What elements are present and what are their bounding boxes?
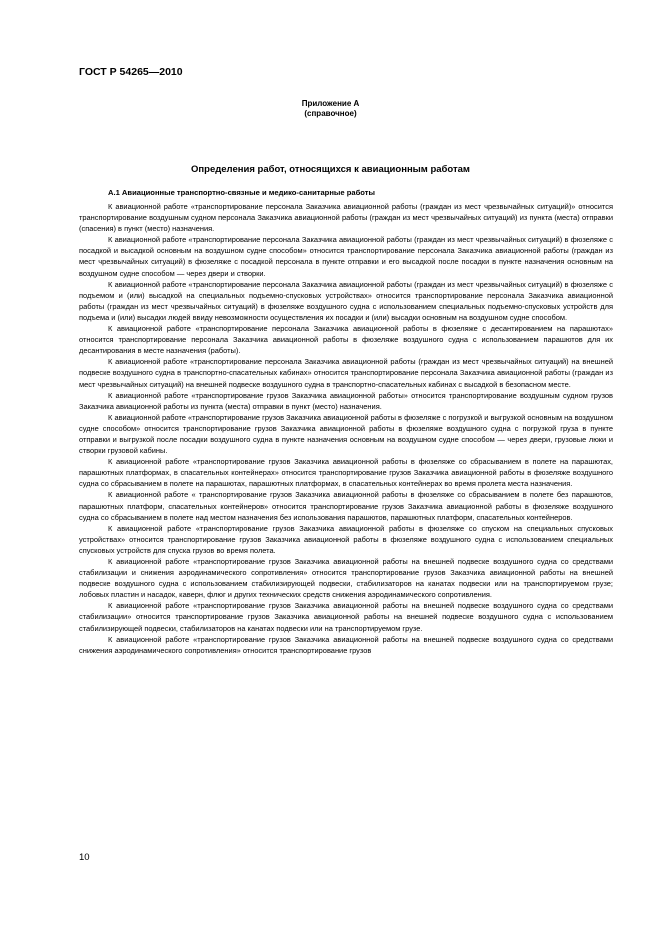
paragraph: К авиационной работе «транспортирование персонала Заказчика авиационной работы (граждан из мест чрезвычайных ситуаций) в фюзеляже с подъемом и (или) высадкой на специальных подъемно-спусковых устройствах» относится транспортирование персонала Заказчика авиационной работы (граждан из мест чрезвычайных ситуаций) в фюзеляже воздушного судна с использованием специальных подъемно-спусковых устройств для подъема и (или) высадки людей ввиду невозможности осуществления их посадки и (или) высадки основным на воздушном судне способом. [79, 279, 613, 322]
paragraph: К авиационной работе «транспортирование грузов Заказчика авиационной работы в фюзеляже со спуском на специальных спусковых устройствах» относится транспортирование грузов Заказчика авиационной работы в фюзеляже воздушного судна с использованием специальных спусковых устройств для спуска грузов во время полета. [79, 523, 613, 555]
paragraph: К авиационной работе «транспортирование грузов Заказчика авиационной работы в фюзеляже с погрузкой и выгрузкой основным на воздушном судне способом» относится транспортирование грузов Заказчика авиационной работы в фюзеляже воздушного судна с погрузкой груза в пункте отправки и выгрузкой после посадки воздушного судна в пункте назначения основным на воздушном судне способом — через двери, грузовые люки и створки грузовой кабины. [79, 412, 613, 456]
section-title: Определения работ, относящихся к авиационным работам [191, 164, 470, 175]
document-header: ГОСТ Р 54265—2010 [79, 66, 183, 78]
paragraph: К авиационной работе «транспортирование персонала Заказчика авиационной работы (граждан из мест чрезвычайных ситуаций) на внешней подвеске воздушного судна в транспортно-спасательных кабинах» относится транспортирование персонала Заказчика авиационной работы (граждан из мест чрезвычайных ситуаций) на внешней подвеске воздушного судна в транспортно-спасательных кабинах с высадкой в безопасном месте. [79, 357, 613, 389]
paragraph: К авиационной работе «транспортирование грузов Заказчика авиационной работы на внешней подвеске воздушного судна со средствами стабилизации» относится транспортирование грузов Заказчика авиационной работы на внешней подвеске воздушного судна с использованием стабилизирующей подвески, стабилизаторов на канатах подвески или на транспортируемом грузе. [79, 601, 613, 633]
appendix-subtitle: (справочное) [304, 109, 357, 118]
paragraph: К авиационной работе «транспортирование грузов Заказчика авиационной работы на внешней подвеске воздушного судна со средствами стабилизации и снижения аэродинамического сопротивления» относится транспортирование грузов Заказчика авиационной работы на внешней подвеске воздушного судна с использованием стабилизирующей подвески, стабилизаторов на канатах подвески или на транспортируемом грузе; лобовых пластин и насадок, каверн, флюг и других технических средств снижения аэродинамического сопротивления. [79, 557, 613, 600]
appendix-title: Приложение А [301, 99, 360, 108]
body-text [79, 201, 613, 656]
paragraph: К авиационной работе «транспортирование персонала Заказчика авиационной работы (граждан из мест чрезвычайных ситуаций)» относится транспортирование воздушным судном персонала Заказчика авиационной работы (граждан из мест чрезвычайных ситуаций) из пункта (места) отправки (спасения) в пункт (место) назначения. [79, 202, 613, 234]
paragraph: К авиационной работе «транспортирование персонала Заказчика авиационной работы (граждан из мест чрезвычайных ситуаций) в фюзеляже с посадкой и высадкой основным на воздушном судне способом» относится транспортирование персонала Заказчика авиационной работы (граждан из мест чрезвычайных ситуаций) в фюзеляже с посадкой персонала в пункте отправки и его высадкой после посадки в пункте назначения основным на воздушном судне способом — через двери и створки. [79, 235, 613, 278]
paragraph: К авиационной работе «транспортирование грузов Заказчика авиационной работы на внешней подвеске воздушного судна со средствами снижения аэродинамического сопротивления» относится транспортирование грузов [79, 634, 613, 655]
page-number: 10 [79, 852, 90, 863]
paragraph: К авиационной работе «транспортирование грузов Заказчика авиационной работы в фюзеляже со сбрасыванием в полете на парашютах, парашютных платформах, в спасательных контейнерах» относится транспортирование грузов Заказчика авиационной работы в фюзеляже воздушного судна со сбрасыванием в полете на парашютах, парашютных платформах, в спасательных контейнерах во время пролета места назначения. [79, 457, 613, 489]
subsection-title: А.1 Авиационные транспортно-связные и медико-санитарные работы [108, 188, 375, 197]
paragraph: К авиационной работе « транспортирование грузов Заказчика авиационной работы в фюзеляже со сбрасыванием в полете без парашютов, парашютных платформ, спасательных контейнеров» относится транспортирование грузов Заказчика авиационной работы в фюзеляже воздушного судна со сбрасыванием в полете над местом назначения без использования парашютов, парашютных платформ, спасательных контейнеров. [79, 490, 613, 522]
paragraph: К авиационной работе «транспортирование грузов Заказчика авиационной работы» относится транспортирование воздушным судном грузов Заказчика авиационной работы из пункта (места) отправки в пункт (место) назначения. [79, 390, 613, 411]
paragraph: К авиационной работе «транспортирование персонала Заказчика авиационной работы в фюзеляже с десантированием на парашютах» относится транспортирование персонала Заказчика авиационной работы в фюзеляже воздушного судна с использованием парашютов для их десантирования в месте назначения (работы). [79, 324, 613, 356]
appendix-heading [0, 99, 661, 119]
